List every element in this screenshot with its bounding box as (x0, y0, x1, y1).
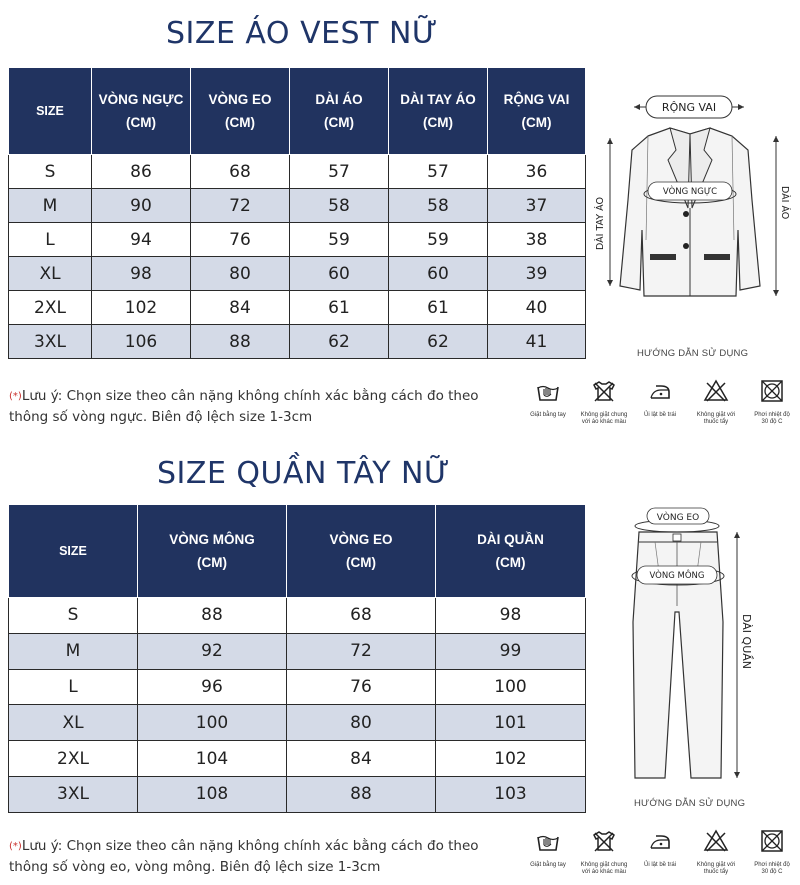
hand-wash-icon (535, 828, 561, 859)
vest-title: SIZE ÁO VEST NỮ (166, 16, 439, 51)
value-cell: 68 (287, 598, 436, 634)
value-cell: 61 (389, 291, 488, 325)
care-label-line: thuốc tẩy (703, 869, 729, 875)
value-cell: 100 (436, 669, 586, 705)
column-header: VÒNG EO (CM) (287, 505, 436, 598)
care-item (744, 828, 800, 876)
vest-size-table (8, 67, 586, 359)
value-cell: 40 (488, 291, 586, 325)
value-cell: 76 (191, 223, 290, 257)
value-cell: 41 (488, 325, 586, 359)
value-cell: 58 (389, 189, 488, 223)
care-item (576, 378, 632, 426)
care-label (644, 412, 676, 419)
table-row (9, 776, 586, 812)
care-label-line: thuốc tẩy (703, 419, 729, 425)
table-row (9, 741, 586, 777)
care-label-line: Giặt bằng tay (530, 862, 566, 868)
value-cell: 80 (287, 705, 436, 741)
hip-label: VÒNG MÔNG (649, 571, 705, 581)
care-label-line: Không giặt chung (580, 412, 628, 418)
value-cell: 102 (436, 741, 586, 777)
value-cell: 76 (287, 669, 436, 705)
note-line-1: Lưu ý: Chọn size theo cân nặng không chính xác bằng cách đo theo (21, 388, 479, 404)
care-label (581, 862, 628, 876)
note-marker: (*) (9, 841, 22, 852)
care-item (576, 828, 632, 876)
value-cell: 59 (290, 223, 389, 257)
care-label-line: Phơi nhiệt độ (754, 412, 790, 418)
value-cell: 59 (389, 223, 488, 257)
care-label-line: với áo khác màu (581, 419, 627, 425)
pants-diagram (625, 502, 765, 792)
vest-care-icons (520, 378, 800, 426)
value-cell: 62 (290, 325, 389, 359)
care-label-line: Giặt bằng tay (530, 412, 566, 418)
value-cell: 39 (488, 257, 586, 291)
value-cell: 92 (138, 633, 287, 669)
value-cell: 72 (287, 633, 436, 669)
value-cell: 60 (389, 257, 488, 291)
size-cell: S (9, 598, 138, 634)
value-cell: 88 (287, 776, 436, 812)
care-label (754, 412, 790, 426)
length-label: DÀI ÁO (779, 186, 790, 220)
care-label-line: 30 độ C (761, 419, 783, 425)
value-cell: 60 (290, 257, 389, 291)
size-cell: 3XL (9, 325, 92, 359)
care-label-line: Phơi nhiệt độ (754, 862, 790, 868)
care-label-line: với áo khác màu (581, 869, 627, 875)
sleeve-label: DÀI TAY ÁO (595, 197, 606, 250)
table-row (9, 257, 586, 291)
size-cell: XL (9, 257, 92, 291)
value-cell: 96 (138, 669, 287, 705)
column-header: DÀI TAY ÁO (CM) (389, 68, 488, 155)
column-header: DÀI QUẦN (CM) (436, 505, 586, 598)
value-cell: 101 (436, 705, 586, 741)
size-cell: 3XL (9, 776, 138, 812)
iron-icon (647, 828, 673, 859)
no-bleach-icon (703, 378, 729, 409)
value-cell: 99 (436, 633, 586, 669)
no-bleach-icon (703, 828, 729, 859)
value-cell: 84 (191, 291, 290, 325)
value-cell: 37 (488, 189, 586, 223)
pants-usage-guide: HƯỚNG DẪN SỬ DỤNG (634, 798, 746, 809)
value-cell: 94 (92, 223, 191, 257)
value-cell: 68 (191, 155, 290, 189)
value-cell: 102 (92, 291, 191, 325)
care-label (581, 412, 628, 426)
table-row (9, 705, 586, 741)
hand-wash-icon (535, 378, 561, 409)
table-row (9, 189, 586, 223)
size-cell: XL (9, 705, 138, 741)
dry-30-icon (759, 828, 785, 859)
pants-size-table (8, 504, 586, 813)
care-item (688, 828, 744, 876)
care-label (754, 862, 790, 876)
iron-icon (647, 378, 673, 409)
care-label (644, 862, 676, 869)
waist-label: VÒNG EO (656, 513, 700, 523)
size-cell: 2XL (9, 291, 92, 325)
note-line-1: Lưu ý: Chọn size theo cân nặng không chính xác bằng cách đo theo (21, 838, 479, 854)
care-label-line: Không giặt với (696, 862, 736, 868)
column-header: SIZE (9, 68, 92, 155)
value-cell: 98 (436, 598, 586, 634)
size-cell: M (9, 633, 138, 669)
value-cell: 90 (92, 189, 191, 223)
care-label (530, 862, 566, 869)
care-item (632, 828, 688, 876)
chest-label: VÒNG NGỰC (662, 187, 718, 197)
care-label-line: 30 độ C (761, 869, 783, 875)
no-mix-wash-icon (591, 828, 617, 859)
pants-title: SIZE QUẦN TÂY NỮ (157, 456, 451, 491)
jacket-diagram (588, 90, 798, 320)
column-header: VÒNG MÔNG (CM) (138, 505, 287, 598)
table-row (9, 633, 586, 669)
care-label (697, 862, 736, 876)
value-cell: 36 (488, 155, 586, 189)
value-cell: 103 (436, 776, 586, 812)
value-cell: 88 (138, 598, 287, 634)
table-row (9, 223, 586, 257)
value-cell: 80 (191, 257, 290, 291)
care-label-line: Không giặt với (696, 412, 736, 418)
shoulder-label: RỘNG VAI (661, 101, 717, 114)
note-line-2: thông số vòng eo, vòng mông. Biên độ lệch size 1-3cm (9, 859, 381, 875)
value-cell: 57 (389, 155, 488, 189)
column-header: DÀI ÁO (CM) (290, 68, 389, 155)
care-label (530, 412, 566, 419)
size-cell: 2XL (9, 741, 138, 777)
size-cell: M (9, 189, 92, 223)
note-line-2: thông số vòng ngực. Biên độ lệch size 1-3cm (9, 409, 313, 425)
care-label-line: Ủi lật bề trái (643, 862, 676, 868)
table-row (9, 325, 586, 359)
value-cell: 38 (488, 223, 586, 257)
column-header: RỘNG VAI (CM) (488, 68, 586, 155)
value-cell: 62 (389, 325, 488, 359)
value-cell: 100 (138, 705, 287, 741)
value-cell: 98 (92, 257, 191, 291)
care-item (520, 378, 576, 426)
care-item (688, 378, 744, 426)
column-header: VÒNG EO (CM) (191, 68, 290, 155)
value-cell: 86 (92, 155, 191, 189)
note-marker: (*) (9, 391, 22, 402)
size-cell: L (9, 223, 92, 257)
table-row (9, 669, 586, 705)
pants-length-label: DÀI QUẦN (740, 614, 753, 670)
value-cell: 58 (290, 189, 389, 223)
dry-30-icon (759, 378, 785, 409)
care-label-line: Ủi lật bề trái (643, 412, 676, 418)
value-cell: 108 (138, 776, 287, 812)
column-header: VÒNG NGỰC (CM) (92, 68, 191, 155)
value-cell: 84 (287, 741, 436, 777)
vest-note (9, 386, 479, 428)
value-cell: 104 (138, 741, 287, 777)
no-mix-wash-icon (591, 378, 617, 409)
table-row (9, 155, 586, 189)
size-cell: S (9, 155, 92, 189)
care-label (697, 412, 736, 426)
value-cell: 57 (290, 155, 389, 189)
pants-note (9, 836, 479, 878)
value-cell: 72 (191, 189, 290, 223)
value-cell: 61 (290, 291, 389, 325)
value-cell: 88 (191, 325, 290, 359)
care-item (632, 378, 688, 426)
vest-usage-guide: HƯỚNG DẪN SỬ DỤNG (637, 348, 749, 359)
table-row (9, 291, 586, 325)
column-header: SIZE (9, 505, 138, 598)
care-item (520, 828, 576, 876)
value-cell: 106 (92, 325, 191, 359)
care-item (744, 378, 800, 426)
pants-care-icons (520, 828, 800, 876)
size-cell: L (9, 669, 138, 705)
care-label-line: Không giặt chung (580, 862, 628, 868)
table-row (9, 598, 586, 634)
